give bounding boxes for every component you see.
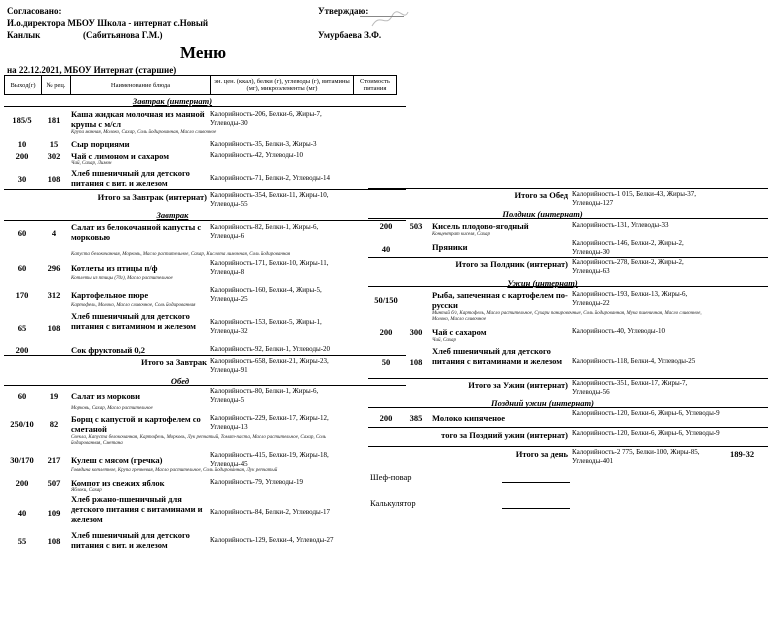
dish-name: Пряники xyxy=(432,242,468,252)
dish-nutrition: Калорийность-42, Углеводы-10 xyxy=(210,151,303,159)
recipe-number: 385 xyxy=(409,413,423,423)
dish-name: Кулеш с мясом (гречка) xyxy=(71,455,163,465)
dish-name: Каша жидкая молочная из манной крупы с м/сл xyxy=(71,109,205,129)
dish-nutrition: Калорийность-171, Белки-10, Жиры-11, Углеводы-8 xyxy=(210,259,329,276)
total-day-nutrition: Калорийность-2 775, Белки-100, Жиры-85, Углеводы-401 xyxy=(572,448,700,465)
yield-value: 10 xyxy=(17,139,27,149)
recipe-number: 109 xyxy=(47,508,61,518)
accountant-label: Калькулятор xyxy=(370,498,416,508)
recipe-number: 503 xyxy=(409,221,423,231)
yield-value: 170 xyxy=(15,290,29,300)
total-snack-label: Итого за Полдник (интернат) xyxy=(455,259,568,269)
dish-ingredients: Яблоки, Сахар xyxy=(71,488,102,493)
dish-nutrition: Калорийность-415, Белки-19, Жиры-18, Углеводы-45 xyxy=(210,451,329,468)
yield-value: 250/10 xyxy=(10,419,34,429)
dish-name: Хлеб пшеничный для детского питания с витаминами и железом xyxy=(432,346,563,366)
section-late-dinner: Поздний ужин (интернат) xyxy=(491,398,594,408)
total-late-dinner-nutrition: Калорийность-120, Белки-6, Жиры-6, Углеводы-9 xyxy=(572,429,720,437)
dish-ingredients: Чай, Сахар, Лимон xyxy=(71,161,112,166)
agreed-position: И.о.директора МБОУ Школа - интернат с.Новый xyxy=(7,18,209,28)
yield-value: 200 xyxy=(15,345,29,355)
signature-scribble xyxy=(370,8,410,30)
dish-ingredients: Морковь, Сахар, Масло растительное xyxy=(71,406,153,411)
dish-nutrition: Калорийность-129, Белки-4, Углеводы-27 xyxy=(210,536,334,544)
divider xyxy=(368,188,768,189)
dish-name: Хлеб пшеничный для детского питания с вит. и железом xyxy=(71,530,190,550)
dish-name: Компот из свежих яблок xyxy=(71,478,165,488)
yield-value: 50/150 xyxy=(374,295,398,305)
yield-value: 200 xyxy=(379,221,393,231)
total-dinner-nutrition: Калорийность-351, Белки-17, Жиры-7, Углеводы-56 xyxy=(572,379,688,396)
dish-ingredients: Котлеты из птицы (70г), Масло растительное xyxy=(71,276,173,281)
yield-value: 200 xyxy=(379,327,393,337)
yield-value: 185/5 xyxy=(12,115,32,125)
recipe-number: 4 xyxy=(51,228,57,238)
total-day-price: 189-32 xyxy=(730,449,755,459)
total-lunch-label: Итого за Обед xyxy=(514,190,568,200)
recipe-number: 302 xyxy=(47,151,61,161)
dish-ingredients: Концентрат киселя, Сахар xyxy=(432,232,491,237)
yield-value: 30 xyxy=(17,174,27,184)
dish-ingredients: Капуста белокочанная, Морковь, Масло растительное, Сахар, Кислота лимонная, Соль йодированная xyxy=(71,252,291,257)
page-title: Меню xyxy=(180,43,227,62)
yield-value: 200 xyxy=(379,413,393,423)
dish-ingredients: Чай, Сахар xyxy=(432,338,456,343)
recipe-number: 82 xyxy=(49,419,59,429)
recipe-number: 312 xyxy=(47,290,61,300)
dish-nutrition: Калорийность-82, Белки-1, Жиры-6, Углеводы-6 xyxy=(210,223,319,240)
approve-label: Утверждаю: xyxy=(318,6,369,16)
section-lunch: Обед xyxy=(170,376,190,386)
dish-name: Картофельное пюре xyxy=(71,290,149,300)
dish-ingredients: Говядина котлетное, Крупа гречневая, Масло растительное, Соль йодированная, Лук репчатый xyxy=(71,468,278,473)
dish-nutrition: Калорийность-160, Белки-4, Жиры-5, Углеводы-25 xyxy=(210,286,322,303)
total-breakfast-internat-label: Итого за Завтрак (интернат) xyxy=(97,192,207,202)
total-late-dinner-label: того за Поздний ужин (интернат) xyxy=(441,430,568,440)
divider xyxy=(4,106,406,107)
divider xyxy=(368,446,768,447)
dish-nutrition: Калорийность-120, Белки-6, Жиры-6, Углеводы-9 xyxy=(572,409,720,417)
yield-value: 60 xyxy=(17,228,27,238)
recipe-number: 181 xyxy=(47,115,61,125)
total-breakfast-nutrition: Калорийность-658, Белки-21, Жиры-23, Углеводы-91 xyxy=(210,357,329,374)
dish-nutrition: Калорийность-40, Углеводы-10 xyxy=(572,327,665,335)
total-lunch-nutrition: Калорийность-1 015, Белки-43, Жиры-37, Углеводы-127 xyxy=(572,190,696,207)
col-dish: Наименование блюда xyxy=(71,76,211,95)
yield-value: 55 xyxy=(17,536,27,546)
dish-nutrition: Калорийность-229, Белки-17, Жиры-12, Углеводы-13 xyxy=(210,414,329,431)
yield-value: 30/170 xyxy=(10,455,34,465)
dish-name: Рыба, запеченная с картофелем по-русски xyxy=(432,290,568,310)
total-dinner-label: Итого за Ужин (интернат) xyxy=(468,380,568,390)
divider xyxy=(4,385,406,386)
divider xyxy=(4,220,406,221)
date-line: на 22.12.2021, МБОУ Интернат (старшие) xyxy=(7,65,177,75)
yield-value: 200 xyxy=(15,478,29,488)
agreed-person: (Сабитьянова Г.М.) xyxy=(83,30,163,40)
section-breakfast-internat: Завтрак (интернат) xyxy=(132,96,213,106)
yield-value: 60 xyxy=(17,391,27,401)
menu-table-header xyxy=(4,75,397,95)
approve-person: Умурбаева З.Ф. xyxy=(318,30,382,40)
dish-name: Борщ с капустой и картофелем со сметаной xyxy=(71,414,201,434)
dish-nutrition: Калорийность-71, Белки-2, Углеводы-14 xyxy=(210,174,331,182)
dish-nutrition: Калорийность-79, Углеводы-19 xyxy=(210,478,303,486)
divider xyxy=(368,427,768,428)
recipe-number: 108 xyxy=(47,174,61,184)
dish-nutrition: Калорийность-80, Белки-1, Жиры-6, Углеводы-5 xyxy=(210,387,319,404)
recipe-number: 217 xyxy=(47,455,61,465)
yield-value: 65 xyxy=(17,323,27,333)
recipe-number: 15 xyxy=(49,139,59,149)
dish-nutrition: Калорийность-92, Белки-1, Углеводы-20 xyxy=(210,345,331,353)
recipe-number: 108 xyxy=(47,323,61,333)
chef-label: Шеф-повар xyxy=(370,472,412,482)
divider xyxy=(4,189,406,190)
col-yield: Выход(г) xyxy=(5,76,42,95)
dish-nutrition: Калорийность-193, Белки-13, Жиры-6, Углеводы-22 xyxy=(572,290,688,307)
dish-name: Хлеб пшеничный для детского питания с вит. и железом xyxy=(71,168,190,188)
yield-value: 60 xyxy=(17,263,27,273)
dish-ingredients: Картофель, Молоко, Масло сливочное, Соль йодированная xyxy=(71,303,196,308)
approve-sign-line xyxy=(360,16,404,17)
total-breakfast-internat-nutrition: Калорийность-354, Белки-11, Жиры-10, Углеводы-55 xyxy=(210,191,329,208)
col-cost: Стоимость питания xyxy=(354,76,397,95)
total-breakfast-label: Итого за Завтрак xyxy=(140,357,207,367)
recipe-number: 507 xyxy=(47,478,61,488)
recipe-number: 108 xyxy=(409,357,423,367)
section-dinner: Ужин (интернат) xyxy=(507,278,578,288)
dish-name: Чай с сахаром xyxy=(432,327,487,337)
yield-value: 40 xyxy=(381,244,391,254)
recipe-number: 300 xyxy=(409,327,423,337)
dish-ingredients: Крупа манная, Молоко, Сахар, Соль йодированная, Масло сливочное xyxy=(71,130,217,135)
dish-ingredients: Минтай б/г, Картофель, Масло растительное, Сухари панировочные, Соль йодированная, Мука пшеничная, Масло сливочное, Молоко, Масло сливочное xyxy=(432,311,702,322)
divider xyxy=(368,218,768,219)
col-nutrition: эн. цен. (ккал), белки (г), углеводы (г), витамины (мг), микроэлементы (мг) xyxy=(211,76,354,95)
dish-nutrition: Калорийность-35, Белки-3, Жиры-3 xyxy=(210,140,317,148)
divider xyxy=(368,407,768,408)
agreed-label: Согласовано: xyxy=(7,6,62,16)
dish-nutrition: Калорийность-206, Белки-6, Жиры-7, Углеводы-30 xyxy=(210,110,322,127)
recipe-number: 296 xyxy=(47,263,61,273)
dish-name: Хлеб ржано-пшеничный для детского питания с витаминами и железом xyxy=(71,494,203,524)
recipe-number: 19 xyxy=(49,391,59,401)
dish-name: Салат из белокочанной капусты с морковью xyxy=(71,222,202,242)
dish-nutrition: Калорийность-84, Белки-2, Углеводы-17 xyxy=(210,508,331,516)
dish-name: Молоко кипяченое xyxy=(432,413,506,423)
yield-value: 50 xyxy=(381,357,391,367)
dish-nutrition: Калорийность-153, Белки-5, Жиры-1, Углеводы-32 xyxy=(210,318,322,335)
dish-name: Хлеб пшеничный для детского питания с витамином и железом xyxy=(71,311,196,331)
total-day-label: Итого за день xyxy=(515,449,568,459)
divider xyxy=(4,355,406,356)
dish-name: Сок фруктовый 0,2 xyxy=(71,345,146,355)
agreed-place: Канлык xyxy=(7,30,41,40)
dish-name: Сыр порциями xyxy=(71,139,130,149)
dish-nutrition: Калорийность-131, Углеводы-33 xyxy=(572,221,669,229)
dish-name: Кисель плодово-ягодный xyxy=(432,221,529,231)
dish-ingredients: Свекла, Капуста белокочанная, Картофель, Морковь, Лук репчатый, Томат-паста, Масло растительное, Сахар, Соль йодированная, Сметана xyxy=(71,435,327,446)
dish-nutrition: Калорийность-118, Белки-4, Углеводы-25 xyxy=(572,357,696,365)
col-recipe: № рец. xyxy=(42,76,71,95)
recipe-number: 108 xyxy=(47,536,61,546)
dish-name: Котлеты из птицы п/ф xyxy=(71,263,158,273)
yield-value: 40 xyxy=(17,508,27,518)
chef-sign-line xyxy=(502,482,570,483)
dish-nutrition: Калорийность-146, Белки-2, Жиры-2, Углеводы-30 xyxy=(572,239,684,256)
dish-name: Салат из моркови xyxy=(71,391,140,401)
divider xyxy=(368,286,768,287)
total-snack-nutrition: Калорийность-278, Белки-2, Жиры-2, Углеводы-63 xyxy=(572,258,684,275)
section-breakfast: Завтрак xyxy=(156,210,189,220)
dish-name: Чай с лимоном и сахаром xyxy=(71,151,170,161)
yield-value: 200 xyxy=(15,151,29,161)
accountant-sign-line xyxy=(502,508,570,509)
section-snack: Полдник (интернат) xyxy=(502,209,583,219)
